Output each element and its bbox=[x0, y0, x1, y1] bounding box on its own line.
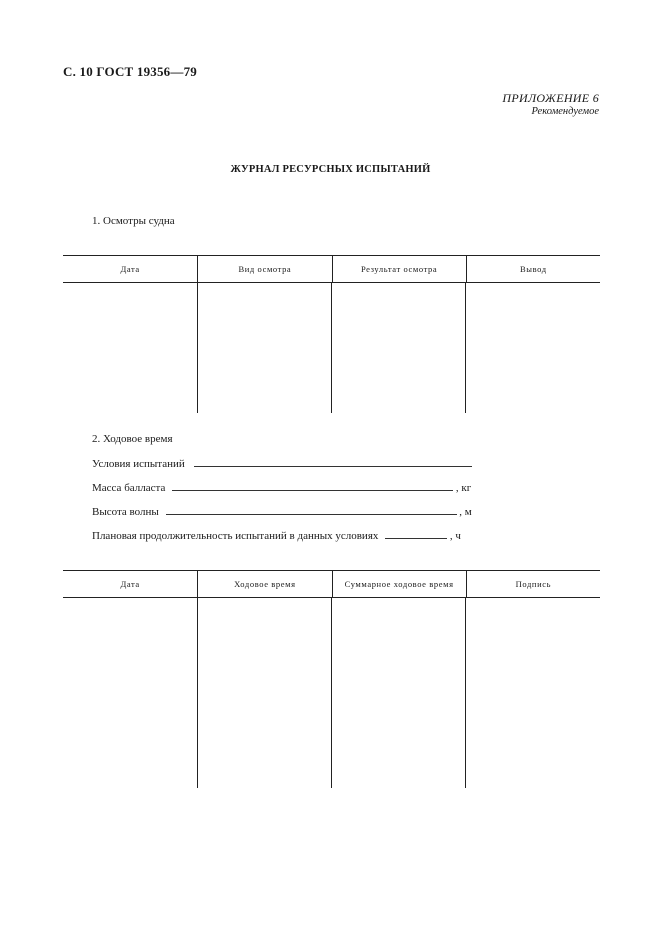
test-conditions-label: Условия испытаний bbox=[92, 458, 185, 470]
section-inspections-heading: 1. Осмотры судна bbox=[92, 215, 175, 227]
test-conditions-field bbox=[92, 457, 472, 470]
running-time-table bbox=[63, 570, 600, 788]
wave-height-label: Высота волны bbox=[92, 506, 159, 518]
ballast-mass-blank[interactable] bbox=[172, 481, 453, 491]
column-divider bbox=[465, 598, 466, 788]
column-header-date: Дата bbox=[120, 264, 140, 274]
appendix-label: ПРИЛОЖЕНИЕ 6 bbox=[502, 91, 599, 105]
column-header-inspection-result: Результат осмотра bbox=[332, 256, 466, 282]
column-header-date: Дата bbox=[120, 579, 140, 589]
ballast-mass-label: Масса балласта bbox=[92, 482, 166, 494]
appendix-note bbox=[502, 92, 599, 118]
planned-duration-label: Плановая продолжительность испытаний в данных условиях bbox=[92, 530, 379, 542]
column-header-conclusion: Вывод bbox=[466, 256, 600, 282]
appendix-status: Рекомендуемое bbox=[531, 106, 599, 117]
planned-duration-field bbox=[92, 529, 461, 542]
ballast-mass-unit: , кг bbox=[455, 482, 472, 494]
column-divider bbox=[331, 598, 332, 788]
planned-duration-unit: , ч bbox=[449, 530, 461, 542]
column-divider bbox=[331, 283, 332, 413]
inspections-table-body bbox=[63, 283, 600, 413]
inspections-table-header bbox=[63, 256, 600, 283]
wave-height-unit: , м bbox=[459, 506, 472, 518]
column-divider bbox=[197, 598, 198, 788]
page-header: С. 10 ГОСТ 19356—79 bbox=[63, 64, 197, 79]
ballast-mass-field bbox=[92, 481, 471, 494]
wave-height-blank[interactable] bbox=[166, 505, 457, 515]
test-conditions-blank[interactable] bbox=[194, 457, 472, 467]
column-header-total-running-time: Суммарное ходовое время bbox=[332, 571, 466, 597]
section-running-time-heading: 2. Ходовое время bbox=[92, 433, 173, 445]
running-time-table-header bbox=[63, 571, 600, 598]
column-divider bbox=[197, 283, 198, 413]
running-time-table-body bbox=[63, 598, 600, 788]
column-header-signature: Подпись bbox=[466, 571, 600, 597]
planned-duration-blank[interactable] bbox=[385, 529, 447, 539]
inspections-table bbox=[63, 255, 600, 413]
column-divider bbox=[465, 283, 466, 413]
document-title: ЖУРНАЛ РЕСУРСНЫХ ИСПЫТАНИЙ bbox=[230, 164, 431, 175]
column-header-running-time: Ходовое время bbox=[197, 571, 331, 597]
wave-height-field bbox=[92, 505, 472, 518]
column-header-inspection-type: Вид осмотра bbox=[197, 256, 331, 282]
